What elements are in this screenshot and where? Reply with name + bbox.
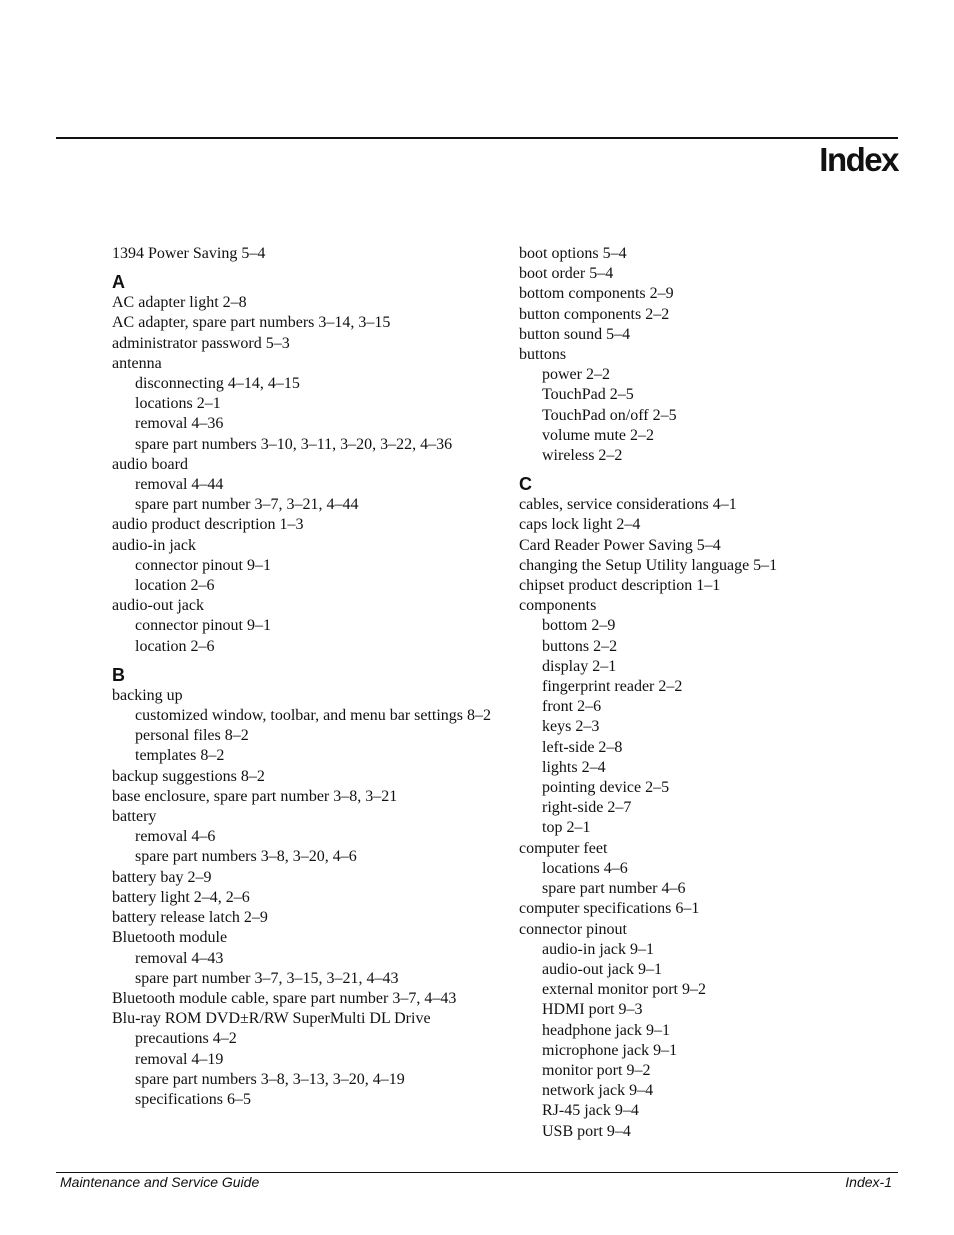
index-entry: battery bay 2–9 bbox=[112, 868, 212, 886]
index-subentry: specifications 6–5 bbox=[135, 1090, 251, 1108]
index-entry: Bluetooth module bbox=[112, 929, 228, 947]
index-subentry: removal 4–36 bbox=[135, 415, 224, 433]
index-subentry: keys 2–3 bbox=[542, 718, 600, 736]
index-entry: boot order 5–4 bbox=[519, 265, 614, 283]
index-subentry: audio-out jack 9–1 bbox=[542, 960, 662, 978]
index-subentry: connector pinout 9–1 bbox=[135, 617, 271, 635]
footer-document-title: Maintenance and Service Guide bbox=[60, 1174, 260, 1190]
index-subentry: spare part number 3–7, 3–21, 4–44 bbox=[135, 496, 359, 514]
index-subentry: removal 4–6 bbox=[135, 828, 216, 846]
index-entry: computer feet bbox=[519, 839, 608, 857]
index-subentry: microphone jack 9–1 bbox=[542, 1041, 678, 1059]
index-letter-heading: C bbox=[519, 474, 532, 495]
index-subentry: headphone jack 9–1 bbox=[542, 1021, 670, 1039]
index-subentry: power 2–2 bbox=[542, 366, 610, 384]
index-entry: backup suggestions 8–2 bbox=[112, 767, 265, 785]
index-subentry: bottom 2–9 bbox=[542, 617, 616, 635]
index-entry: antenna bbox=[112, 354, 162, 372]
footer-page-number: Index-1 bbox=[845, 1174, 892, 1190]
index-subentry: left-side 2–8 bbox=[542, 738, 623, 756]
index-entry: Card Reader Power Saving 5–4 bbox=[519, 536, 721, 554]
index-entry: administrator password 5–3 bbox=[112, 334, 290, 352]
index-subentry: lights 2–4 bbox=[542, 758, 606, 776]
index-subentry: spare part number 4–6 bbox=[542, 880, 686, 898]
index-column-left bbox=[112, 244, 496, 1110]
index-subentry: spare part numbers 3–10, 3–11, 3–20, 3–22, 4–36 bbox=[135, 435, 453, 453]
index-subentry: USB port 9–4 bbox=[542, 1122, 631, 1140]
header-rule bbox=[56, 137, 898, 139]
index-entry: audio board bbox=[112, 455, 188, 473]
index-subentry: spare part number 3–7, 3–15, 3–21, 4–43 bbox=[135, 969, 399, 987]
index-entry: buttons bbox=[519, 346, 567, 364]
index-subentry: fingerprint reader 2–2 bbox=[542, 678, 683, 696]
index-subentry: precautions 4–2 bbox=[135, 1030, 237, 1048]
index-entry: base enclosure, spare part number 3–8, 3–21 bbox=[112, 787, 398, 805]
index-subentry: TouchPad on/off 2–5 bbox=[542, 406, 677, 424]
index-entry: computer specifications 6–1 bbox=[519, 900, 700, 918]
index-entry: Blu-ray ROM DVD±R/RW SuperMulti DL Drive bbox=[112, 1010, 431, 1028]
index-entry: battery bbox=[112, 808, 157, 826]
index-column-right bbox=[519, 244, 899, 1142]
index-subentry: location 2–6 bbox=[135, 637, 215, 655]
index-entry: audio product description 1–3 bbox=[112, 516, 304, 534]
index-entry: AC adapter, spare part numbers 3–14, 3–15 bbox=[112, 314, 391, 332]
index-entry: battery release latch 2–9 bbox=[112, 909, 268, 927]
index-entry: AC adapter light 2–8 bbox=[112, 294, 247, 312]
index-subentry: TouchPad 2–5 bbox=[542, 386, 634, 404]
index-subentry: removal 4–43 bbox=[135, 949, 224, 967]
index-entry: cables, service considerations 4–1 bbox=[519, 496, 737, 514]
index-subentry: top 2–1 bbox=[542, 819, 591, 837]
index-subentry: location 2–6 bbox=[135, 577, 215, 595]
index-subentry: locations 2–1 bbox=[135, 395, 221, 413]
index-entry: boot options 5–4 bbox=[519, 245, 627, 262]
index-entry: audio-out jack bbox=[112, 597, 204, 615]
index-subentry: locations 4–6 bbox=[542, 859, 628, 877]
index-subentry: volume mute 2–2 bbox=[542, 426, 654, 444]
index-subentry: RJ-45 jack 9–4 bbox=[542, 1102, 639, 1120]
index-subentry: spare part numbers 3–8, 3–20, 4–6 bbox=[135, 848, 357, 866]
index-subentry: buttons 2–2 bbox=[542, 637, 618, 655]
index-entry: Bluetooth module cable, spare part number 3–7, 4–43 bbox=[112, 989, 457, 1007]
index-entry: bottom components 2–9 bbox=[519, 285, 674, 303]
index-entry: changing the Setup Utility language 5–1 bbox=[519, 556, 778, 574]
index-entry: 1394 Power Saving 5–4 bbox=[112, 245, 266, 262]
index-entry: components bbox=[519, 597, 597, 615]
index-subentry: HDMI port 9–3 bbox=[542, 1001, 643, 1019]
index-subentry: display 2–1 bbox=[542, 657, 617, 675]
index-letter-heading: B bbox=[112, 664, 125, 685]
index-entry: battery light 2–4, 2–6 bbox=[112, 888, 250, 906]
index-subentry: spare part numbers 3–8, 3–13, 3–20, 4–19 bbox=[135, 1070, 405, 1088]
index-entry: chipset product description 1–1 bbox=[519, 577, 721, 595]
index-subentry: pointing device 2–5 bbox=[542, 779, 670, 797]
index-entry: button sound 5–4 bbox=[519, 325, 631, 343]
page-title: Index bbox=[819, 141, 898, 178]
index-entry: caps lock light 2–4 bbox=[519, 516, 641, 534]
index-subentry: right-side 2–7 bbox=[542, 799, 632, 817]
index-subentry: removal 4–44 bbox=[135, 476, 224, 494]
index-subentry: external monitor port 9–2 bbox=[542, 981, 706, 999]
index-subentry: templates 8–2 bbox=[135, 747, 225, 765]
index-subentry: personal files 8–2 bbox=[135, 727, 249, 745]
index-entry: connector pinout bbox=[519, 920, 627, 938]
index-subentry: connector pinout 9–1 bbox=[135, 556, 271, 574]
index-subentry: disconnecting 4–14, 4–15 bbox=[135, 375, 300, 393]
index-subentry: wireless 2–2 bbox=[542, 447, 623, 465]
index-letter-heading: A bbox=[112, 272, 125, 293]
index-subentry: monitor port 9–2 bbox=[542, 1061, 651, 1079]
footer-rule bbox=[56, 1172, 898, 1173]
index-subentry: front 2–6 bbox=[542, 698, 602, 716]
index-subentry: removal 4–19 bbox=[135, 1050, 224, 1068]
index-entry: backing up bbox=[112, 686, 183, 704]
index-entry: button components 2–2 bbox=[519, 305, 670, 323]
index-entry: audio-in jack bbox=[112, 536, 196, 554]
index-subentry: audio-in jack 9–1 bbox=[542, 940, 654, 958]
index-subentry: network jack 9–4 bbox=[542, 1082, 654, 1100]
index-subentry: customized window, toolbar, and menu bar settings 8–2 bbox=[135, 707, 492, 725]
